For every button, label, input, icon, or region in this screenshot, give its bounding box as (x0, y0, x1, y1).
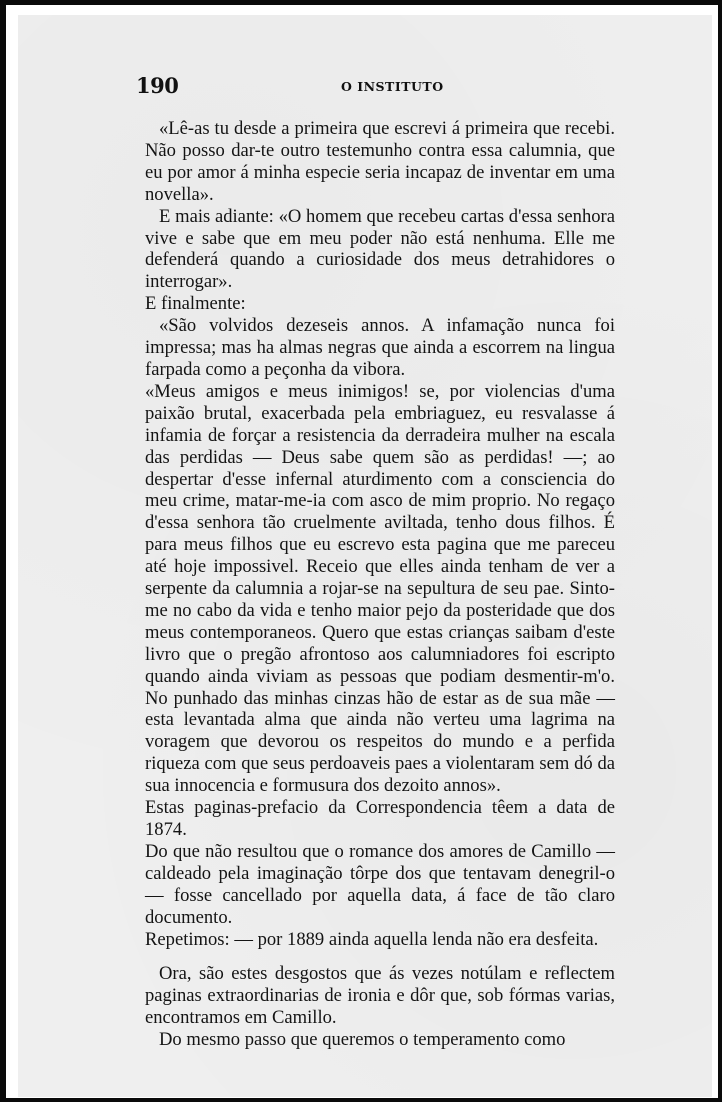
body-text (145, 118, 615, 1051)
paragraph: «Lê-as tu desde a primeira que escrevi á primeira que recebi. Não posso dar-te outro testemunho contra essa calumnia, que eu por amor á minha especie seria incapaz de inventar em uma novella». (145, 118, 615, 205)
paragraph: Repetimos: — por 1889 ainda aquella lenda não era desfeita. (145, 928, 599, 950)
paragraph: «São volvidos dezeseis annos. A infamação nunca foi impressa; mas ha almas negras que ainda a escorrem na lingua farpada como a peçonha da vibora. (145, 315, 615, 380)
paragraph: Do que não resultou que o romance dos amores de Camillo — caldeado pela imaginação tôrpe dos que tentavam denegril-o — fosse cancellado por aquella data, á face de tão claro documento. (145, 840, 615, 928)
running-title: O INSTITUTO (341, 79, 444, 94)
paragraph: E finalmente: (145, 293, 246, 315)
paragraph: Ora, são estes desgostos que ás vezes notúlam e reflectem paginas extraordinarias de ironia e dôr que, sob fórmas varias, encontramos em Camillo. (145, 963, 615, 1029)
page-header (132, 73, 614, 101)
page-number: 190 (136, 73, 179, 98)
paragraph: Do mesmo passo que queremos o temperamento como (159, 1029, 566, 1051)
paragraph: «Meus amigos e meus inimigos! se, por violencias d'uma paixão brutal, exacerbada pela embriaguez, eu resvalasse á infamia de forçar a resistencia da derradeira mulher na escala das perdidas — Deus sabe quem são as perdidas! —; ao despertar d'esse infernal aturdimento com a consciencia do meu crime, matar-me-ia com asco de mim proprio. No regaço d'essa senhora tão cruelmente aviltada, tenho dous filhos. É para meus filhos que eu escrevo esta pagina que me pareceu até hoje impossivel. Receio que elles ainda tenham de ver a serpente da calumnia a rojar-se na sepultura de seu pae. Sinto-me no cabo da vida e tenho maior pejo da posteridade que dos meus contemporaneos. Quero que estas crianças saibam d'este livro que o pregão afrontoso aos calumniadores foi escripto quando ainda viviam as pessoas que podiam desmentir-m'o. No punhado das minhas cinzas hão de estar as de sua mãe — esta levantada alma que ainda não verteu uma lagrima na voragem que devorou os respeitos do mundo e a perfida riqueza com que seus perdoaveis paes a violentaram sem dó da sua innocencia e formusura dos dezoito annos». (145, 380, 615, 797)
paragraph: Estas paginas-prefacio da Correspondencia têem a data de 1874. (145, 797, 615, 840)
paragraph: E mais adiante: «O homem que recebeu cartas d'essa senhora vive e sabe que em meu poder não está nenhuma. Elle me defenderá quando a curiosidade dos meus detrahidores o interrogar». (145, 205, 615, 293)
